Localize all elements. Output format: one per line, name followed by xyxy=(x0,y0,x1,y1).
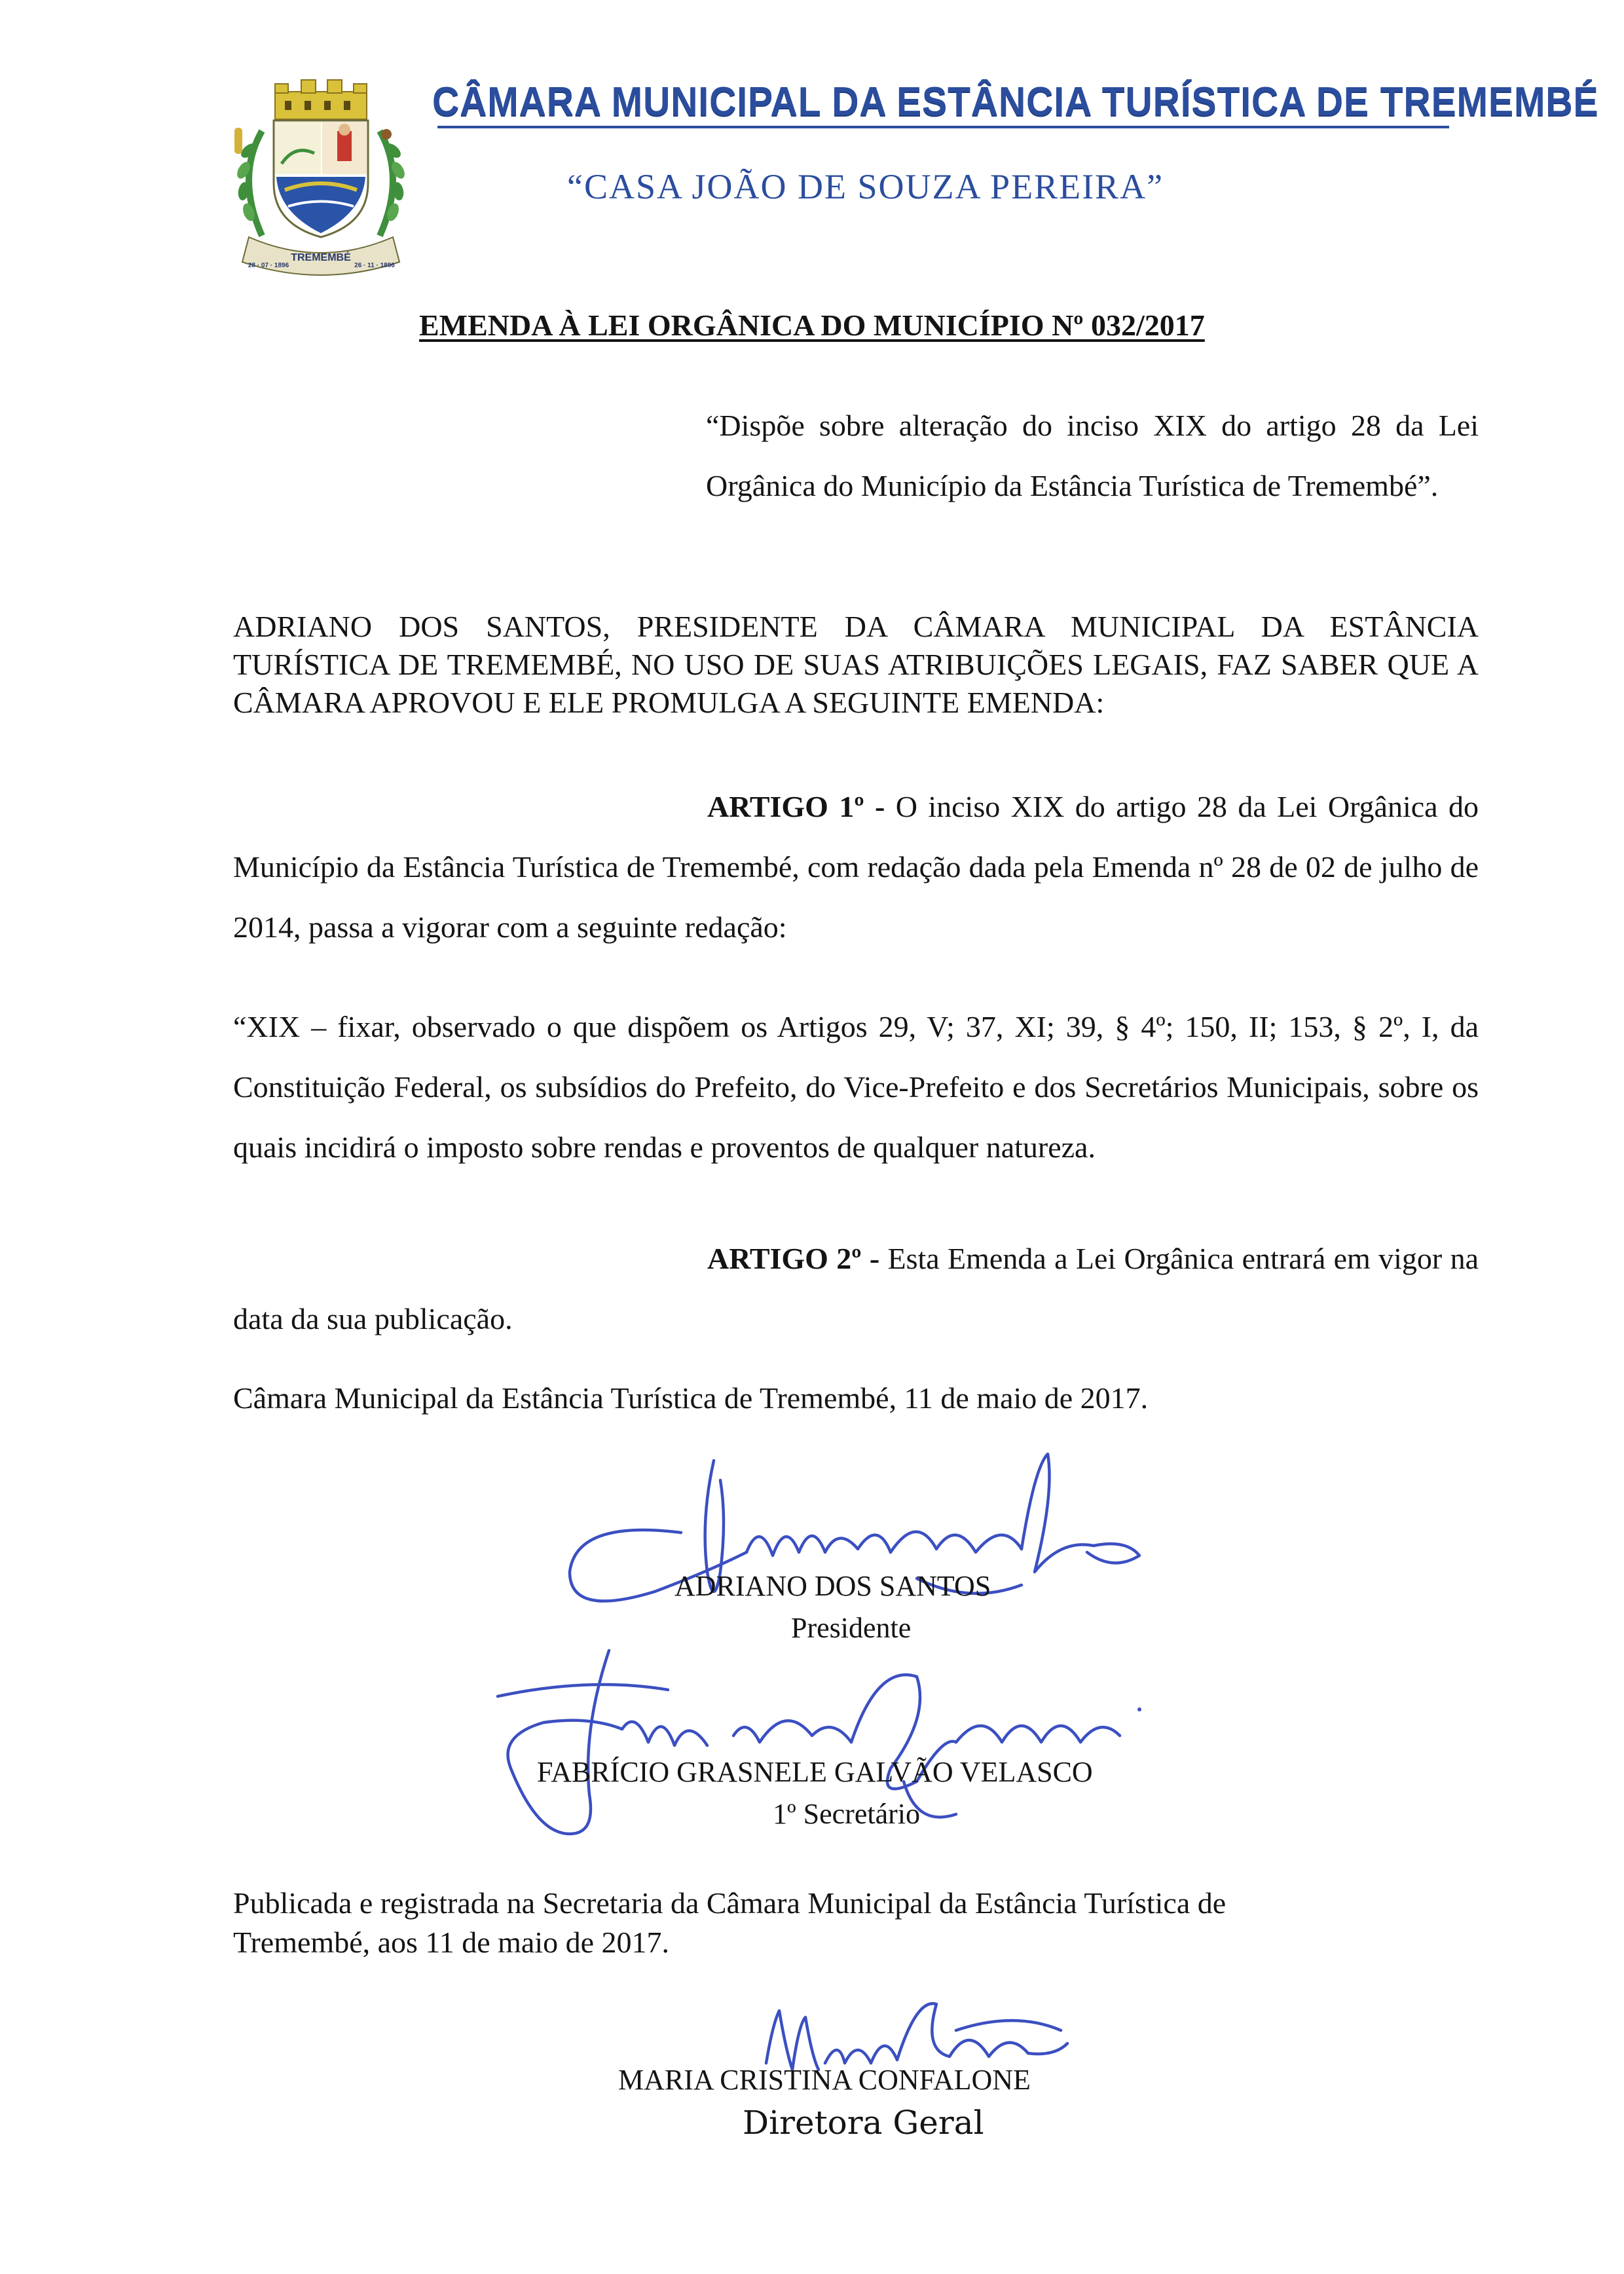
article-1-paragraph xyxy=(233,777,1479,958)
signature-president-icon xyxy=(550,1441,1192,1637)
inciso-paragraph: “XIX – fixar, observado o que dispõem os Artigos 29, V; 37, XI; 39, § 4º; 150, II; 153, § 2º, I, da Constituição Federal, os subsídios do Prefeito, do Vice-Prefeito e dos Secretários Municipais, sobre os quais incidirá o imposto sobre rendas e proventos de qualquer natureza. xyxy=(233,1010,1479,1164)
ementa-paragraph: “Dispõe sobre alteração do inciso XIX do artigo 28 da Lei Orgânica do Município da Estância Turística de Tremembé”. xyxy=(706,409,1479,502)
wreath-left-icon xyxy=(234,128,262,236)
article-1-text: O inciso XIX do artigo 28 da Lei Orgânica do Município da Estância Turística de Tremembé, com redação dada pela Emenda nº 28 de 02 de julho de 2014, passa a vigorar com a seguinte redação: xyxy=(233,790,1479,944)
municipal-crest-logo xyxy=(223,72,419,288)
wreath-right-icon xyxy=(380,129,407,236)
date-line: Câmara Municipal da Estância Turística de Tremembé, 11 de maio de 2017. xyxy=(233,1381,1149,1415)
article-2-text: Esta Emenda a Lei Orgânica entrará em vigor na data da sua publicação. xyxy=(233,1242,1479,1335)
article-2-paragraph xyxy=(233,1229,1479,1349)
signature-2-name: FABRÍCIO GRASNELE GALVÃO VELASCO xyxy=(537,1756,1093,1788)
article-2-label: ARTIGO 2º - xyxy=(707,1242,880,1275)
crest-ribbon xyxy=(242,237,399,275)
mural-crown-icon xyxy=(275,80,367,119)
document-title: EMENDA À LEI ORGÂNICA DO MUNICÍPIO Nº 032/2017 xyxy=(419,308,1205,342)
signature-1-name: ADRIANO DOS SANTOS xyxy=(674,1570,991,1602)
signature-1-role: Presidente xyxy=(791,1612,912,1644)
shield-icon xyxy=(274,121,368,237)
signature-3-role: Diretora Geral xyxy=(743,2104,984,2142)
signature-2-role: 1º Secretário xyxy=(773,1798,920,1830)
header-divider xyxy=(437,126,1449,128)
crest-date-right: 26 · 11 · 1896 xyxy=(354,262,395,269)
crest-banner-text: TREMEMBÉ xyxy=(291,252,351,263)
header-subtitle: “CASA JOÃO DE SOUZA PEREIRA” xyxy=(567,167,1164,206)
article-1-label: ARTIGO 1º - xyxy=(707,790,885,823)
preamble-paragraph: ADRIANO DOS SANTOS, PRESIDENTE DA CÂMARA MUNICIPAL DA ESTÂNCIA TURÍSTICA DE TREMEMBÉ, NO USO DE SUAS ATRIBUIÇÕES LEGAIS, FAZ SABER QUE A CÂMARA APROVOU E ELE PROMULGA A SEGUINTE EMENDA: xyxy=(233,610,1479,719)
publication-note: Publicada e registrada na Secretaria da Câmara Municipal da Estância Turística de Tremembé, aos 11 de maio de 2017. xyxy=(233,1886,1227,1959)
crest-date-left: 28 · 07 · 1896 xyxy=(248,262,289,269)
header-title: CÂMARA MUNICIPAL DA ESTÂNCIA TURÍSTICA DE TREMEMBÉ xyxy=(432,79,1599,124)
signature-3-name: MARIA CRISTINA CONFALONE xyxy=(618,2064,1031,2096)
